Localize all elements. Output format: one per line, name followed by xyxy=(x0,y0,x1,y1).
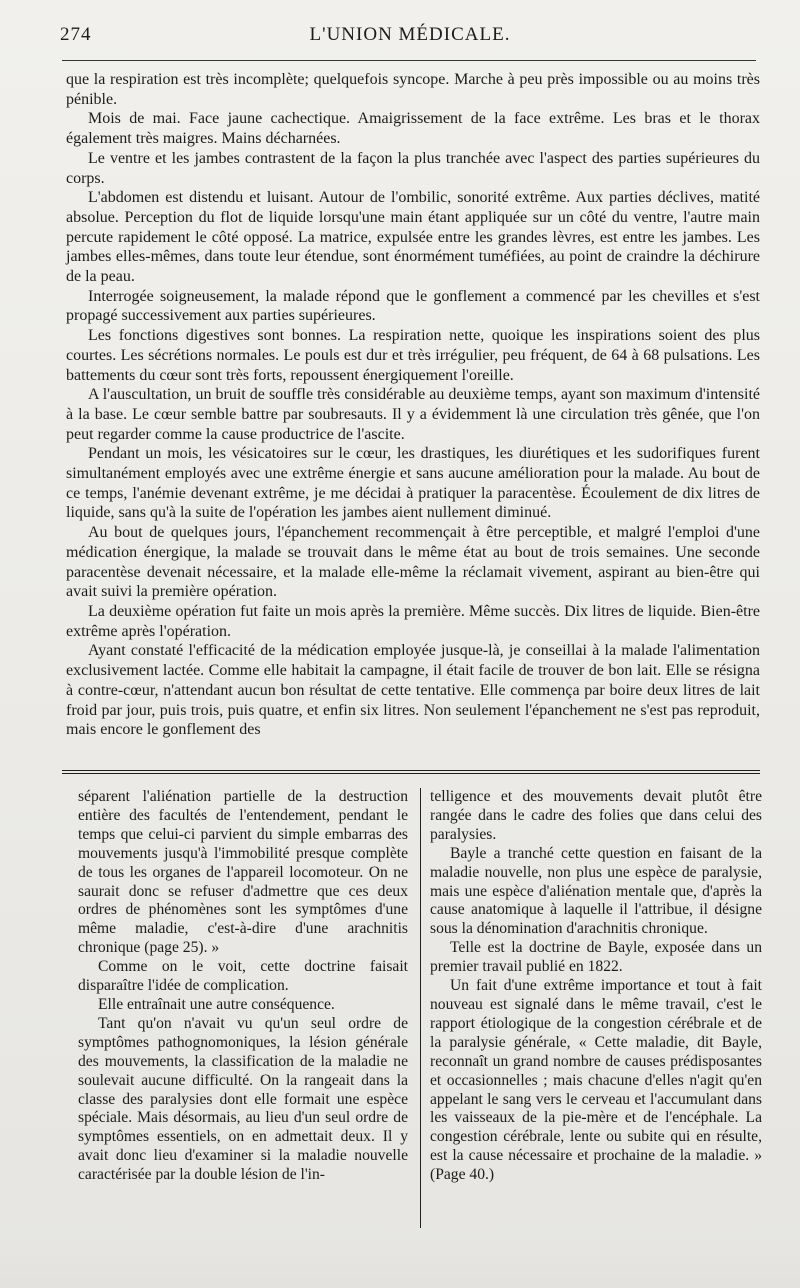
main-text xyxy=(66,70,760,740)
paragraph: Le ventre et les jambes contrastent de la façon la plus tranchée avec l'aspect des parties supérieures du corps. xyxy=(66,149,760,187)
paragraph: Ayant constaté l'efficacité de la médication employée jusque-là, je conseillai à la malade l'alimentation exclusivement lactée. Comme elle habitait la campagne, il était facile de trouver de bon lait. Elle se résigna à contre-cœur, n'attendant aucun bon résultat de cette tentative. Elle commença par boire deux litres de lait froid par jour, puis trois, puis quatre, et enfin six litres. Non seulement l'épanchement ne s'est pas reproduit, mais encore le gonflement des xyxy=(66,642,760,739)
paragraph: Interrogée soigneusement, la malade répond que le gonflement a commencé par les chevilles et s'est propagé successivement aux parties supérieures. xyxy=(66,287,760,325)
column-separator xyxy=(420,788,421,1228)
paragraph: Pendant un mois, les vésicatoires sur le cœur, les drastiques, les diurétiques et les sudorifiques furent simultanément employés avec une extrême énergie et sans aucune amélioration pour la malade. Au bout de ce temps, l'anémie devenant extrême, je me décidai à pratiquer la paracentèse. Écoulement de dix litres de liquide, sans qu'à la suite de l'opération les jambes aient nullement diminué. xyxy=(66,445,760,522)
page-number: 274 xyxy=(60,24,92,45)
paragraph: L'abdomen est distendu et luisant. Autour de l'ombilic, sonorité extrême. Aux parties déclives, matité absolue. Perception du flot de liquide lorsqu'une main étant appliquée sur un côté du ventre, l'autre main percute rapidement le côté opposé. La matrice, expulsée entre les grandes lèvres, est entre les jambes. Les jambes elles-mêmes, dans toute leur étendue, sont énormément tuméfiées, au point de craindre la déchirure de la peau. xyxy=(66,189,760,286)
header-rule xyxy=(62,60,756,61)
page-bottom-margin xyxy=(0,1238,800,1288)
paragraph: Elle entraînait une autre conséquence. xyxy=(98,995,335,1013)
paragraph: Un fait d'une extrême importance et tout à fait nouveau est signalé dans le même travail, c'est le rapport étiologique de la congestion cérébrale et de la paralysie générale, « Cette maladie, dit Bayle, reconnaît un grand nombre de causes prédisposantes et occasionnelles ; mais chacune d'elles n'agit qu'en appelant le sang vers le cerveau et l'accumulant dans les vaisseaux de la pie-mère et de l'encéphale. La congestion cérébrale, lente ou subite qui en résulte, est la cause nécessaire et prochaine de la maladie. » (Page 40.) xyxy=(430,977,762,1184)
running-title: L'UNION MÉDICALE. xyxy=(309,24,511,45)
paragraph: telligence et des mouvements devait plutôt être rangée dans le cadre des folies que dans celui des paralysies. xyxy=(430,788,762,843)
paragraph: A l'auscultation, un bruit de souffle très considérable au deuxième temps, ayant son maximum d'intensité à la base. Le cœur semble battre par soubresauts. Il y a évidemment là une circulation très gênée, que l'on peut regarder comme la cause productrice de l'ascite. xyxy=(66,386,760,443)
paragraph: Bayle a tranché cette question en faisant de la maladie nouvelle, non plus une espèce de paralysie, mais une espèce d'aliénation mentale que, d'après la cause anatomique à laquelle il l'attribue, il désigne sous la dénomination d'arachnitis chronique. xyxy=(430,844,762,938)
paragraph: séparent l'aliénation partielle de la destruction entière des facultés de l'entendement, pendant le temps que celui-ci parvient du simple embarras des mouvements jusqu'à l'immobilité presque complète de tous les organes de l'appareil locomoteur. On ne saurait donc se refuser d'admettre que ces deux ordres de phénomènes sont les symptômes d'une même maladie, c'est-à-dire d'une arachnitis chronique (page 25). » xyxy=(78,788,408,957)
running-header xyxy=(60,24,760,54)
paragraph: Telle est la doctrine de Bayle, exposée dans un premier travail publié en 1822. xyxy=(430,939,762,976)
paragraph: La deuxième opération fut faite un mois après la première. Même succès. Dix litres de liquide. Bien-être extrême après l'opération. xyxy=(66,602,760,640)
section-divider xyxy=(62,770,760,784)
paragraph: Les fonctions digestives sont bonnes. La respiration nette, quoique les inspirations soient des plus courtes. Les sécrétions normales. Le pouls est dur et très irrégulier, peu fréquent, de 64 à 68 pulsations. Les battements du cœur sont très forts, repoussent énergiquement l'oreille. xyxy=(66,327,760,384)
paragraph: Au bout de quelques jours, l'épanchement recommençait à être perceptible, et malgré l'emploi d'une médication énergique, la malade se trouvait dans le même état au bout de trois semaines. Une seconde paracentèse devenait nécessaire, et la malade elle-même la réclamait vivement, aspirant au bien-être qui avait suivi la première opération. xyxy=(66,524,760,601)
feuilleton-column-left xyxy=(78,788,408,1185)
paragraph: Comme on le voit, cette doctrine faisait disparaître l'idée de complication. xyxy=(78,958,408,995)
feuilleton-column-right xyxy=(430,788,762,1185)
paragraph: que la respiration est très incomplète; quelquefois syncope. Marche à peu près impossible ou au moins très pénible. xyxy=(66,71,760,108)
paragraph: Tant qu'on n'avait vu qu'un seul ordre de symptômes pathognomoniques, la lésion générale des mouvements, la classification de la maladie ne soulevait aucune difficulté. On la rangeait dans la classe des paralysies dont elle formait une espèce spéciale. Mais désormais, au lieu d'un seul ordre de symptômes essentiels, on en admettait deux. Il y avait donc lieu d'examiner si la maladie nouvelle caractérisée par la double lésion de l'in- xyxy=(78,1014,408,1184)
paragraph: Mois de mai. Face jaune cachectique. Amaigrissement de la face extrême. Les bras et le thorax également très maigres. Mains décharnées. xyxy=(66,110,760,148)
